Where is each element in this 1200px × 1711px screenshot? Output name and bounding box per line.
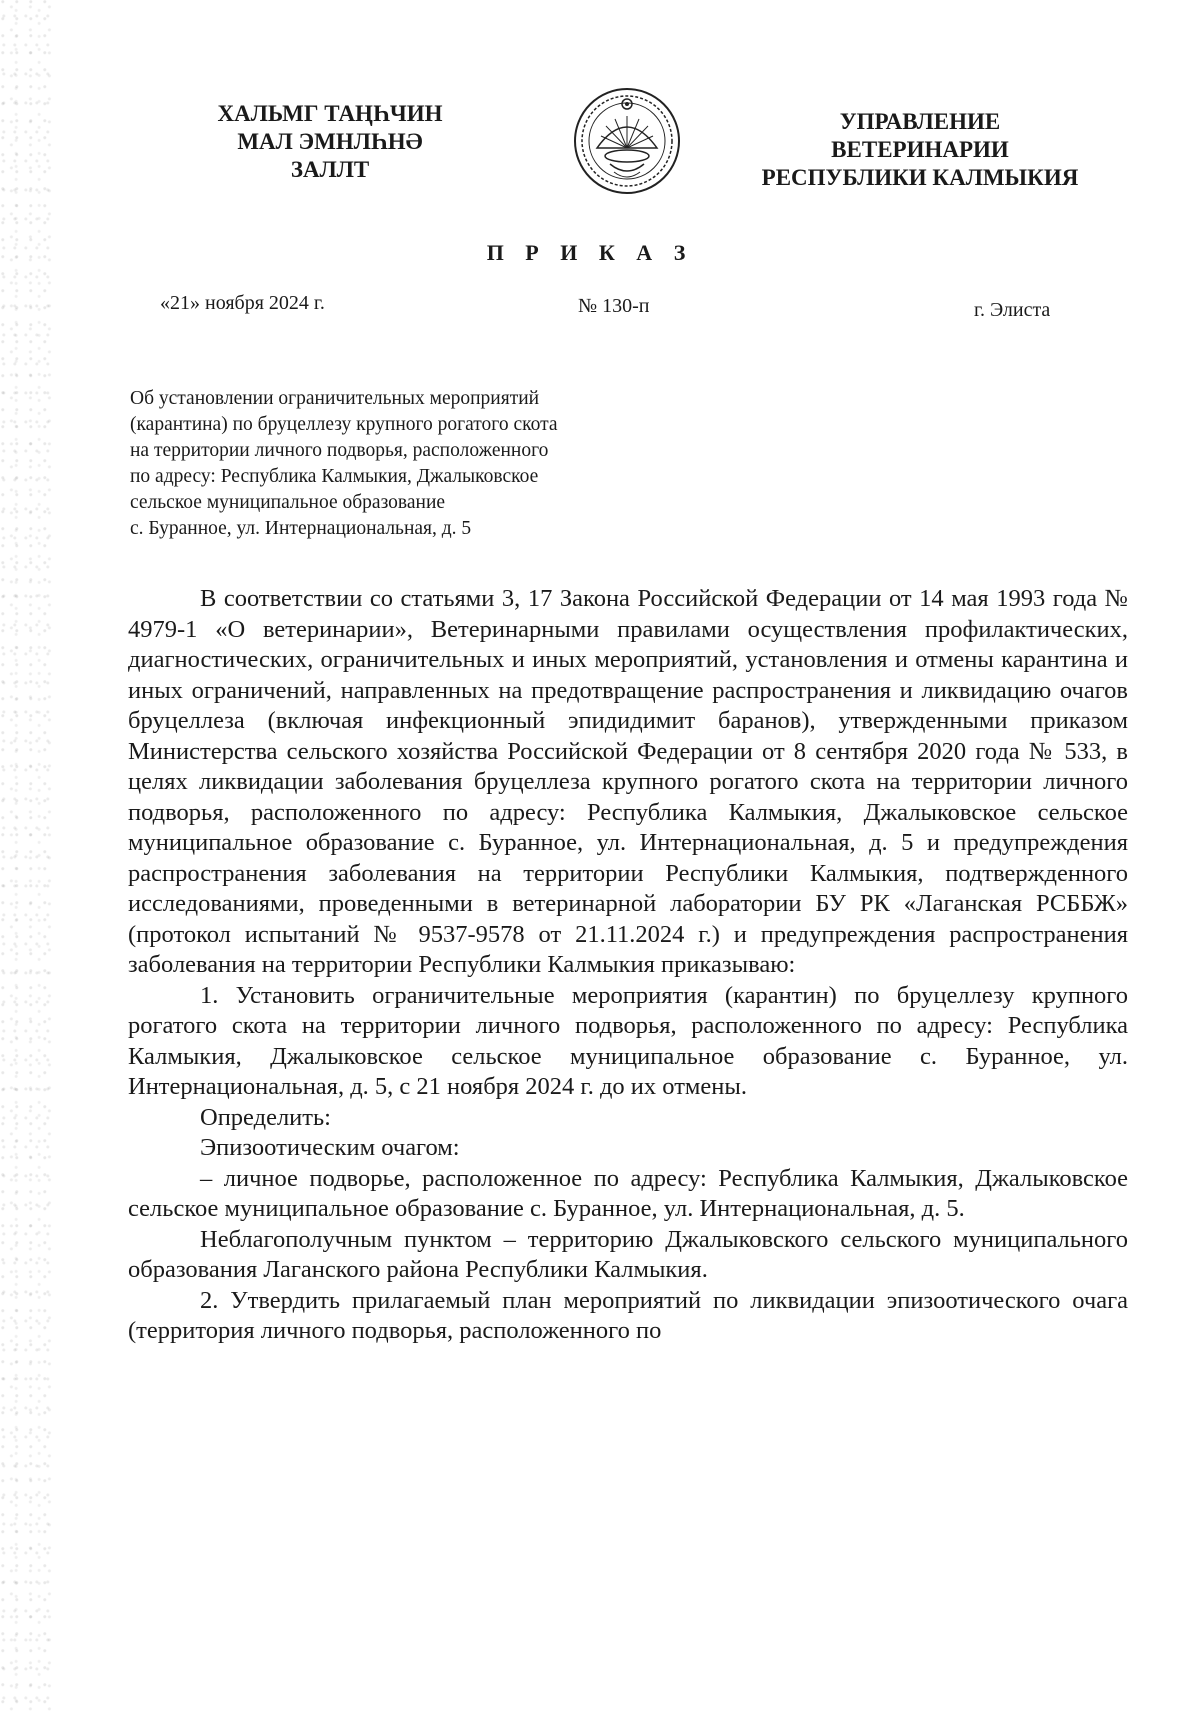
subject-line: на территории личного подворья, расположенного <box>130 440 549 461</box>
header-kalmyk-title <box>180 100 480 184</box>
preamble-paragraph: В соответствии со статьями 3, 17 Закона Российской Федерации от 14 мая 1993 года № 4979-1 «О ветеринарии», Ветеринарными правилами осуществления профилактических, диагностических, ограничительных и иных мероприятий, установления и отмены карантина и иных ограничений, направленных на предотвращение распространения и ликвидацию очагов бруцеллеза (включая инфекционный эпидидимит баранов), утвержденными приказом Министерства сельского хозяйства Российской Федерации от 8 сентября 2020 года № 533, в целях ликвидации заболевания бруцеллеза крупного рогатого скота на территории личного подворья, расположенного по адресу: Республика Калмыкия, Джалыковское сельское муниципальное образование с. Буранное, ул. Интернациональная, д. 5 и предупреждения распространения заболевания на территории Республики Калмыкия, подтвержденного исследованиями, проведенными в ветеринарной лаборатории БУ РК «Лаганская РСББЖ» (протокол испытаний № 9537-9578 от 21.11.2024 г.) и предупреждения распространения заболевания на территории Республики Калмыкия приказываю: <box>128 585 1128 978</box>
epizootic-focus-paragraph: – личное подворье, расположенное по адресу: Республика Калмыкия, Джалыковское сельское муниципальное образование с. Буранное, ул. Интернациональная, д. 5. <box>128 1164 1128 1222</box>
header-russian-line-2: ВЕТЕРИНАРИИ <box>831 137 1009 162</box>
kalmykia-coat-of-arms-icon <box>572 86 682 196</box>
subject-line: по адресу: Республика Калмыкия, Джалыковское <box>130 466 539 487</box>
header-russian-line-1: УПРАВЛЕНИЕ <box>839 109 1001 134</box>
scan-noise <box>0 0 52 1711</box>
header-russian-title <box>740 108 1100 192</box>
order-date: «21» ноября 2024 г. <box>160 292 325 314</box>
order-city: г. Элиста <box>974 299 1051 321</box>
subject-line: сельское муниципальное образование <box>130 492 446 513</box>
header-kalmyk-line-3: ЗАЛЛТ <box>290 157 370 182</box>
subject-line: (карантина) по бруцеллезу крупного рогатого скота <box>130 414 558 435</box>
order-subject <box>130 386 690 542</box>
determine-paragraph: Определить: <box>200 1103 331 1131</box>
header-kalmyk-line-1: ХАЛЬМГ ТАҢҺЧИН <box>217 101 443 126</box>
subject-line: Об установлении ограничительных мероприятий <box>130 388 540 409</box>
header-russian-line-3: РЕСПУБЛИКИ КАЛМЫКИЯ <box>761 165 1079 190</box>
order-number: № 130-п <box>578 295 650 317</box>
unfavorable-point-paragraph: Неблагополучным пунктом – территорию Джалыковского сельского муниципального образования Лаганского района Республики Калмыкия. <box>128 1225 1128 1283</box>
order-title: П Р И К А З <box>486 240 694 265</box>
subject-line: с. Буранное, ул. Интернациональная, д. 5 <box>130 518 472 539</box>
item-1-paragraph: 1. Установить ограничительные мероприятия (карантин) по бруцеллезу крупного рогатого скота на территории личного подворья, расположенного по адресу: Республика Калмыкия, Джалыковское сельское муниципальное образование с. Буранное, ул. Интернациональная, д. 5, с 21 ноября 2024 г. до их отмены. <box>128 981 1128 1100</box>
item-2-paragraph: 2. Утвердить прилагаемый план мероприятий по ликвидации эпизоотического очага (территория личного подворья, расположенного по <box>128 1286 1128 1344</box>
epizootic-focus-heading: Эпизоотическим очагом: <box>200 1134 460 1161</box>
order-body <box>128 584 1128 1347</box>
header-kalmyk-line-2: МАЛ ЭМНЛҺНӘ <box>237 129 423 154</box>
